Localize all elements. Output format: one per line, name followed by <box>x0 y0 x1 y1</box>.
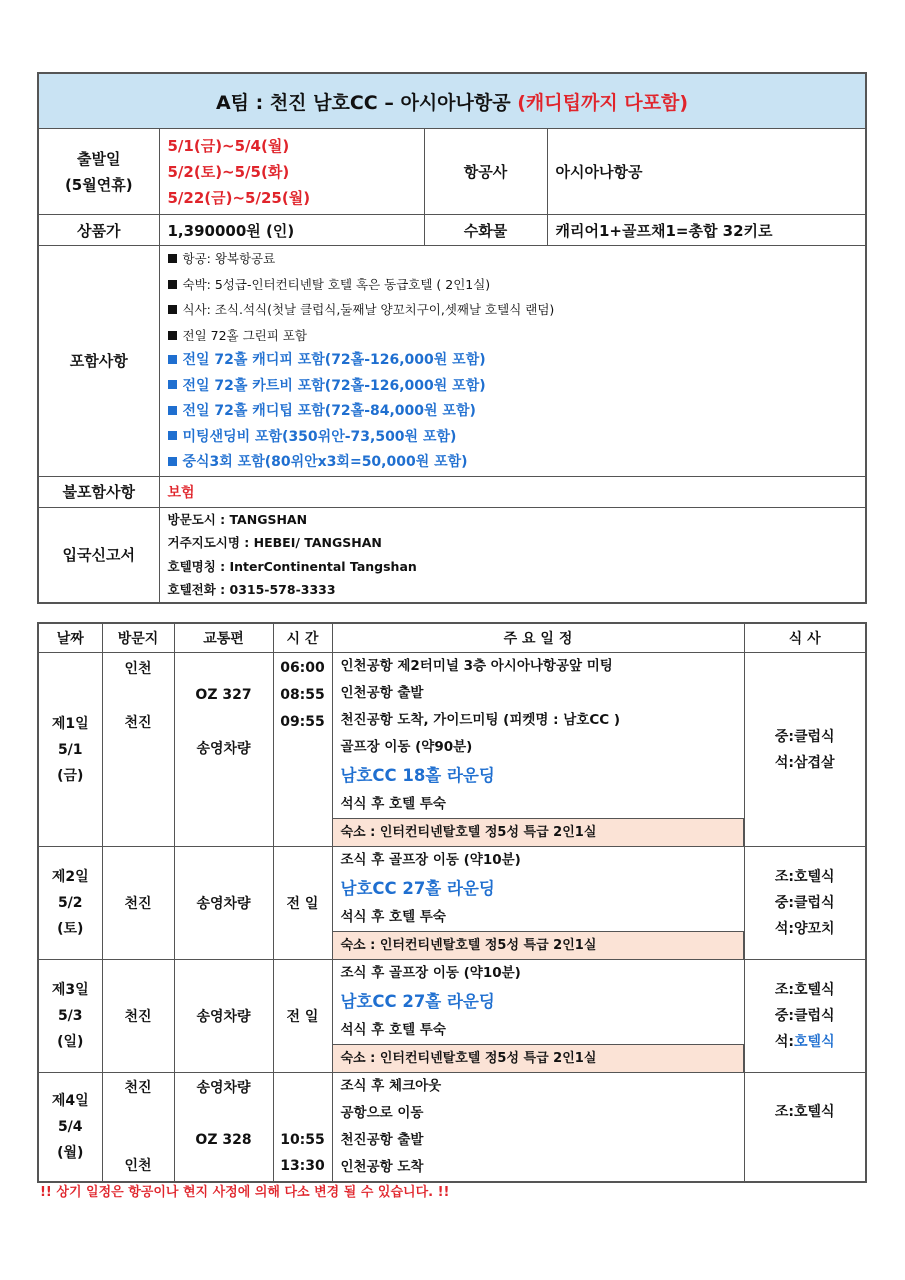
meal-cell: 조:호텔식 <box>744 1073 866 1183</box>
included-item: 식사: 조식.석식(첫날 클럽식,둘째날 양꼬치구이,셋째날 호텔식 랜덤) <box>168 297 866 323</box>
transport-cell: 송영차량 <box>174 847 273 960</box>
entry-card-line: 방문도시 : TANGSHAN <box>167 511 308 527</box>
included-label: 포함사항 <box>38 246 159 477</box>
plan-line: 골프장 이동 (약90분) <box>340 739 473 755</box>
hotel-info: 숙소 : 인터컨티넨탈호텔 정5성 특급 2인1실 <box>333 931 744 959</box>
schedule-row-day4 <box>38 1073 866 1183</box>
time-cell: 전 일 <box>273 960 332 1073</box>
included-item: 전일 72홀 캐디피 포함(72홀-126,000원 포함) <box>168 348 866 374</box>
square-bullet-icon <box>168 406 177 415</box>
square-bullet-icon <box>168 431 177 440</box>
entry-card-line: 호텔전화 : 0315-578-3333 <box>167 582 336 598</box>
golf-round: 남호CC 27홀 라운딩 <box>340 992 495 1011</box>
hotel-info: 숙소 : 인터컨티넨탈호텔 정5성 특급 2인1실 <box>333 818 744 846</box>
change-notice: !! 상기 일정은 항공이나 현지 사정에 의해 다소 변경 될 수 있습니다. !! <box>40 1185 450 1200</box>
excluded-value: 보험 <box>159 476 866 507</box>
plan-line: 조식 후 체크아웃 <box>340 1078 442 1094</box>
excluded-label: 불포함사항 <box>38 476 159 507</box>
departure-date: 5/22(금)~5/25(월) <box>167 188 311 207</box>
day-cell: 제4일 5/4 (월) <box>38 1073 102 1183</box>
plan-line: 천진공항 도착, 가이드미팅 (피켓명 : 남호CC ) <box>340 712 621 728</box>
schedule-header-row <box>38 623 866 653</box>
header-date: 날짜 <box>38 623 102 653</box>
included-item: 중식3회 포함(80위안x3회=50,000원 포함) <box>168 450 866 476</box>
plan-cell <box>332 653 744 847</box>
meal-cell: 조:호텔식 중:클럽식 석:양꼬치 <box>744 847 866 960</box>
square-bullet-icon <box>168 280 177 289</box>
entry-card-line: 거주지도시명 : HEBEI/ TANGSHAN <box>167 535 382 551</box>
price-label: 상품가 <box>38 215 159 246</box>
included-item: 항공: 왕복항공료 <box>168 246 866 272</box>
hotel-info: 숙소 : 인터컨티넨탈호텔 정5성 특급 2인1실 <box>333 1044 744 1072</box>
city-cell: 인천 천진 <box>102 653 174 847</box>
golf-round: 남호CC 27홀 라운딩 <box>340 879 495 898</box>
time-cell: 06:00 08:55 09:55 <box>273 653 332 847</box>
header-time: 시 간 <box>273 623 332 653</box>
included-item: 미팅샌딩비 포함(350위안-73,500원 포함) <box>168 425 866 451</box>
header-meal: 식 사 <box>744 623 866 653</box>
title-highlight: (캐디팁까지 다포함) <box>517 91 689 114</box>
entry-card-label: 입국신고서 <box>38 507 159 603</box>
square-bullet-icon <box>168 331 177 340</box>
plan-line: 석식 후 호텔 투숙 <box>340 1022 446 1038</box>
golf-round: 남호CC 18홀 라운딩 <box>340 766 495 785</box>
time-cell: 10:55 13:30 <box>273 1073 332 1183</box>
square-bullet-icon <box>168 254 177 263</box>
title-main: A팀 : 천진 남호CC – 아시아나항공 <box>215 91 511 114</box>
included-item: 전일 72홀 그린피 포함 <box>168 323 866 349</box>
plan-line: 석식 후 호텔 투숙 <box>340 909 446 925</box>
square-bullet-icon <box>168 305 177 314</box>
plan-cell <box>332 960 744 1073</box>
square-bullet-icon <box>168 380 177 389</box>
schedule-row-day2 <box>38 847 866 960</box>
tour-info-table <box>37 72 867 604</box>
baggage-label: 수화물 <box>424 215 547 246</box>
transport-cell: 송영차량 OZ 328 <box>174 1073 273 1183</box>
plan-cell <box>332 847 744 960</box>
plan-line: 인천공항 제2터미널 3층 아시아나항공앞 미팅 <box>340 658 613 674</box>
day-cell: 제2일 5/2 (토) <box>38 847 102 960</box>
airline-label: 항공사 <box>424 129 547 215</box>
plan-line: 공항으로 이동 <box>340 1105 424 1121</box>
departure-date: 5/2(토)~5/5(화) <box>167 162 290 181</box>
schedule-row-day3 <box>38 960 866 1073</box>
departure-date: 5/1(금)~5/4(월) <box>167 136 290 155</box>
departure-label-cell <box>38 129 159 215</box>
plan-line: 조식 후 골프장 이동 (약10분) <box>340 852 521 868</box>
header-transport: 교통편 <box>174 623 273 653</box>
transport-cell: 송영차량 <box>174 960 273 1073</box>
header-plan: 주 요 일 정 <box>332 623 744 653</box>
schedule-row-day1 <box>38 653 866 847</box>
departure-sublabel: (5월연휴) <box>64 175 133 194</box>
departure-label: 출발일 <box>77 149 121 168</box>
city-cell: 천진 인천 <box>102 1073 174 1183</box>
entry-card-info <box>159 507 866 603</box>
transport-cell: OZ 327 송영차량 <box>174 653 273 847</box>
meal-cell: 조:호텔식 중:클럽식 석:호텔식 <box>744 960 866 1073</box>
day-cell: 제3일 5/3 (일) <box>38 960 102 1073</box>
day-cell: 제1일 5/1 (금) <box>38 653 102 847</box>
meal-cell: 중:클럽식 석:삼겹살 <box>744 653 866 847</box>
baggage-value: 캐리어1+골프채1=총합 32키로 <box>547 215 866 246</box>
entry-card-line: 호텔명칭 : InterContinental Tangshan <box>167 558 417 574</box>
square-bullet-icon <box>168 355 177 364</box>
included-list <box>159 246 866 477</box>
included-item: 숙박: 5성급-인터컨티넨탈 호텔 혹은 동급호텔 ( 2인1실) <box>168 272 866 298</box>
plan-line: 인천공항 출발 <box>340 685 424 701</box>
plan-line: 조식 후 골프장 이동 (약10분) <box>340 965 521 981</box>
plan-line: 천진공항 출발 <box>340 1132 424 1148</box>
page-title <box>38 73 866 129</box>
plan-line: 인천공항 도착 <box>340 1159 424 1175</box>
time-cell: 전 일 <box>273 847 332 960</box>
price-value: 1,390000원 (인) <box>159 215 424 246</box>
square-bullet-icon <box>168 457 177 466</box>
plan-cell <box>332 1073 744 1183</box>
included-item: 전일 72홀 캐디팁 포함(72홀-84,000원 포함) <box>168 399 866 425</box>
city-cell: 천진 <box>102 960 174 1073</box>
header-city: 방문지 <box>102 623 174 653</box>
schedule-table <box>37 622 867 1183</box>
plan-line: 석식 후 호텔 투숙 <box>340 796 446 812</box>
departure-dates <box>159 129 424 215</box>
included-item: 전일 72홀 카트비 포함(72홀-126,000원 포함) <box>168 374 866 400</box>
city-cell: 천진 <box>102 847 174 960</box>
airline-value: 아시아나항공 <box>547 129 866 215</box>
